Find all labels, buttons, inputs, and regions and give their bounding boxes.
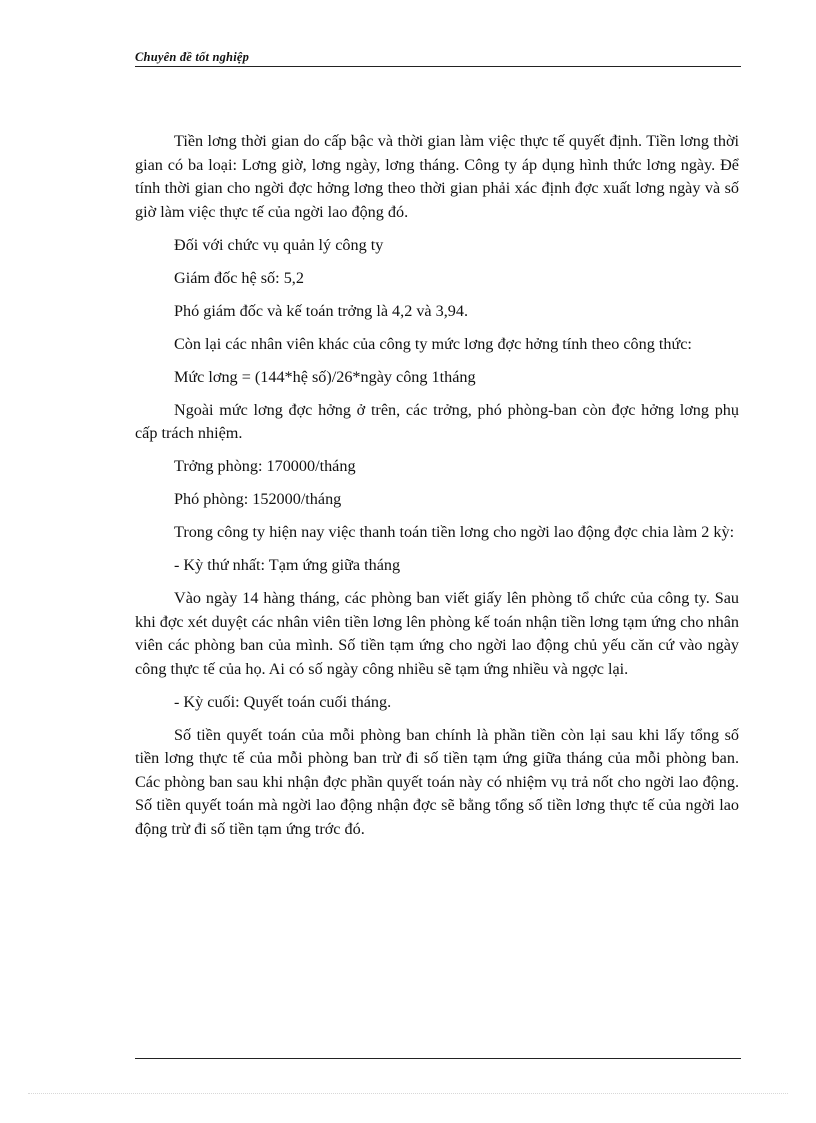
paragraph-payment-periods: Trong công ty hiện nay việc thanh toán tiền lơng cho ngời lao động đợc chia làm 2 kỳ: [174, 523, 735, 541]
document-body [135, 130, 739, 851]
paragraph-head-allowance: Trởng phòng: 170000/tháng [174, 457, 356, 475]
paragraph-allowance: Ngoài mức lơng đợc hởng ở trên, các trởng, phó phòng-ban còn đợc hởng lơng phụ cấp trách nhiệm. [135, 400, 739, 442]
paragraph-management-positions: Đối với chức vụ quản lý công ty [174, 235, 384, 254]
paragraph-final-period: - Kỳ cuối: Quyết toán cuối tháng. [174, 692, 392, 711]
page-header [135, 48, 741, 67]
paragraph-settlement-details: Số tiền quyết toán của mỗi phòng ban chính là phần tiền còn lại sau khi lấy tổng số tiền lơng thực tế của mỗi phòng ban trừ đi số tiền tạm ứng giữa tháng của mỗi phòng ban. Các phòng ban sau khi nhận đợc phần quyết toán này có nhiệm vụ trả nốt cho ngời lao động. Số tiền quyết toán mà ngời lao động nhận đợc sẽ bằng tổng số tiền lơng thực tế của ngời lao động trừ đi số tiền tạm ứng trớc đó. [135, 725, 739, 838]
paragraph-other-staff: Còn lại các nhân viên khác của công ty mức lơng đợc hởng tính theo công thức: [174, 334, 692, 353]
paragraph-deputy-allowance: Phó phòng: 152000/tháng [174, 490, 342, 508]
paragraph-advance-details: Vào ngày 14 hàng tháng, các phòng ban viết giấy lên phòng tổ chức của công ty. Sau khi đợc xét duyệt các nhân viên tiền lơng lên phòng kế toán nhận tiền lơng tạm ứng cho nhân viên các phòng ban của mình. Số tiền tạm ứng cho ngời lao động chủ yếu căn cứ vào ngày công thực tế của họ. Ai có số ngày công nhiều sẽ tạm ứng nhiều và ngợc lại. [135, 589, 740, 678]
page-bottom-border [28, 1093, 788, 1094]
footer-rule [135, 1058, 741, 1059]
paragraph-director-coefficient: Giám đốc hệ số: 5,2 [174, 268, 304, 287]
paragraph-deputy-coefficients: Phó giám đốc và kế toán trởng là 4,2 và 3,94. [174, 301, 469, 320]
paragraph-first-period: - Kỳ thứ nhất: Tạm ứng giữa tháng [174, 556, 401, 574]
header-title: Chuyên đề tốt nghiệp [135, 50, 250, 64]
paragraph-wage-formula: Mức lơng = (144*hệ số)/26*ngày công 1tháng [174, 367, 476, 386]
paragraph-time-wage: Tiền lơng thời gian do cấp bậc và thời gian làm việc thực tế quyết định. Tiền lơng thời gian có ba loại: Lơng giờ, lơng ngày, lơng tháng. Công ty áp dụng hình thức lơng ngày. Để tính thời gian cho ngời đợc hởng lơng theo thời gian phải xác định đợc xuất lơng ngày và số giờ làm việc thực tế của ngời lao động đó. [135, 132, 739, 221]
